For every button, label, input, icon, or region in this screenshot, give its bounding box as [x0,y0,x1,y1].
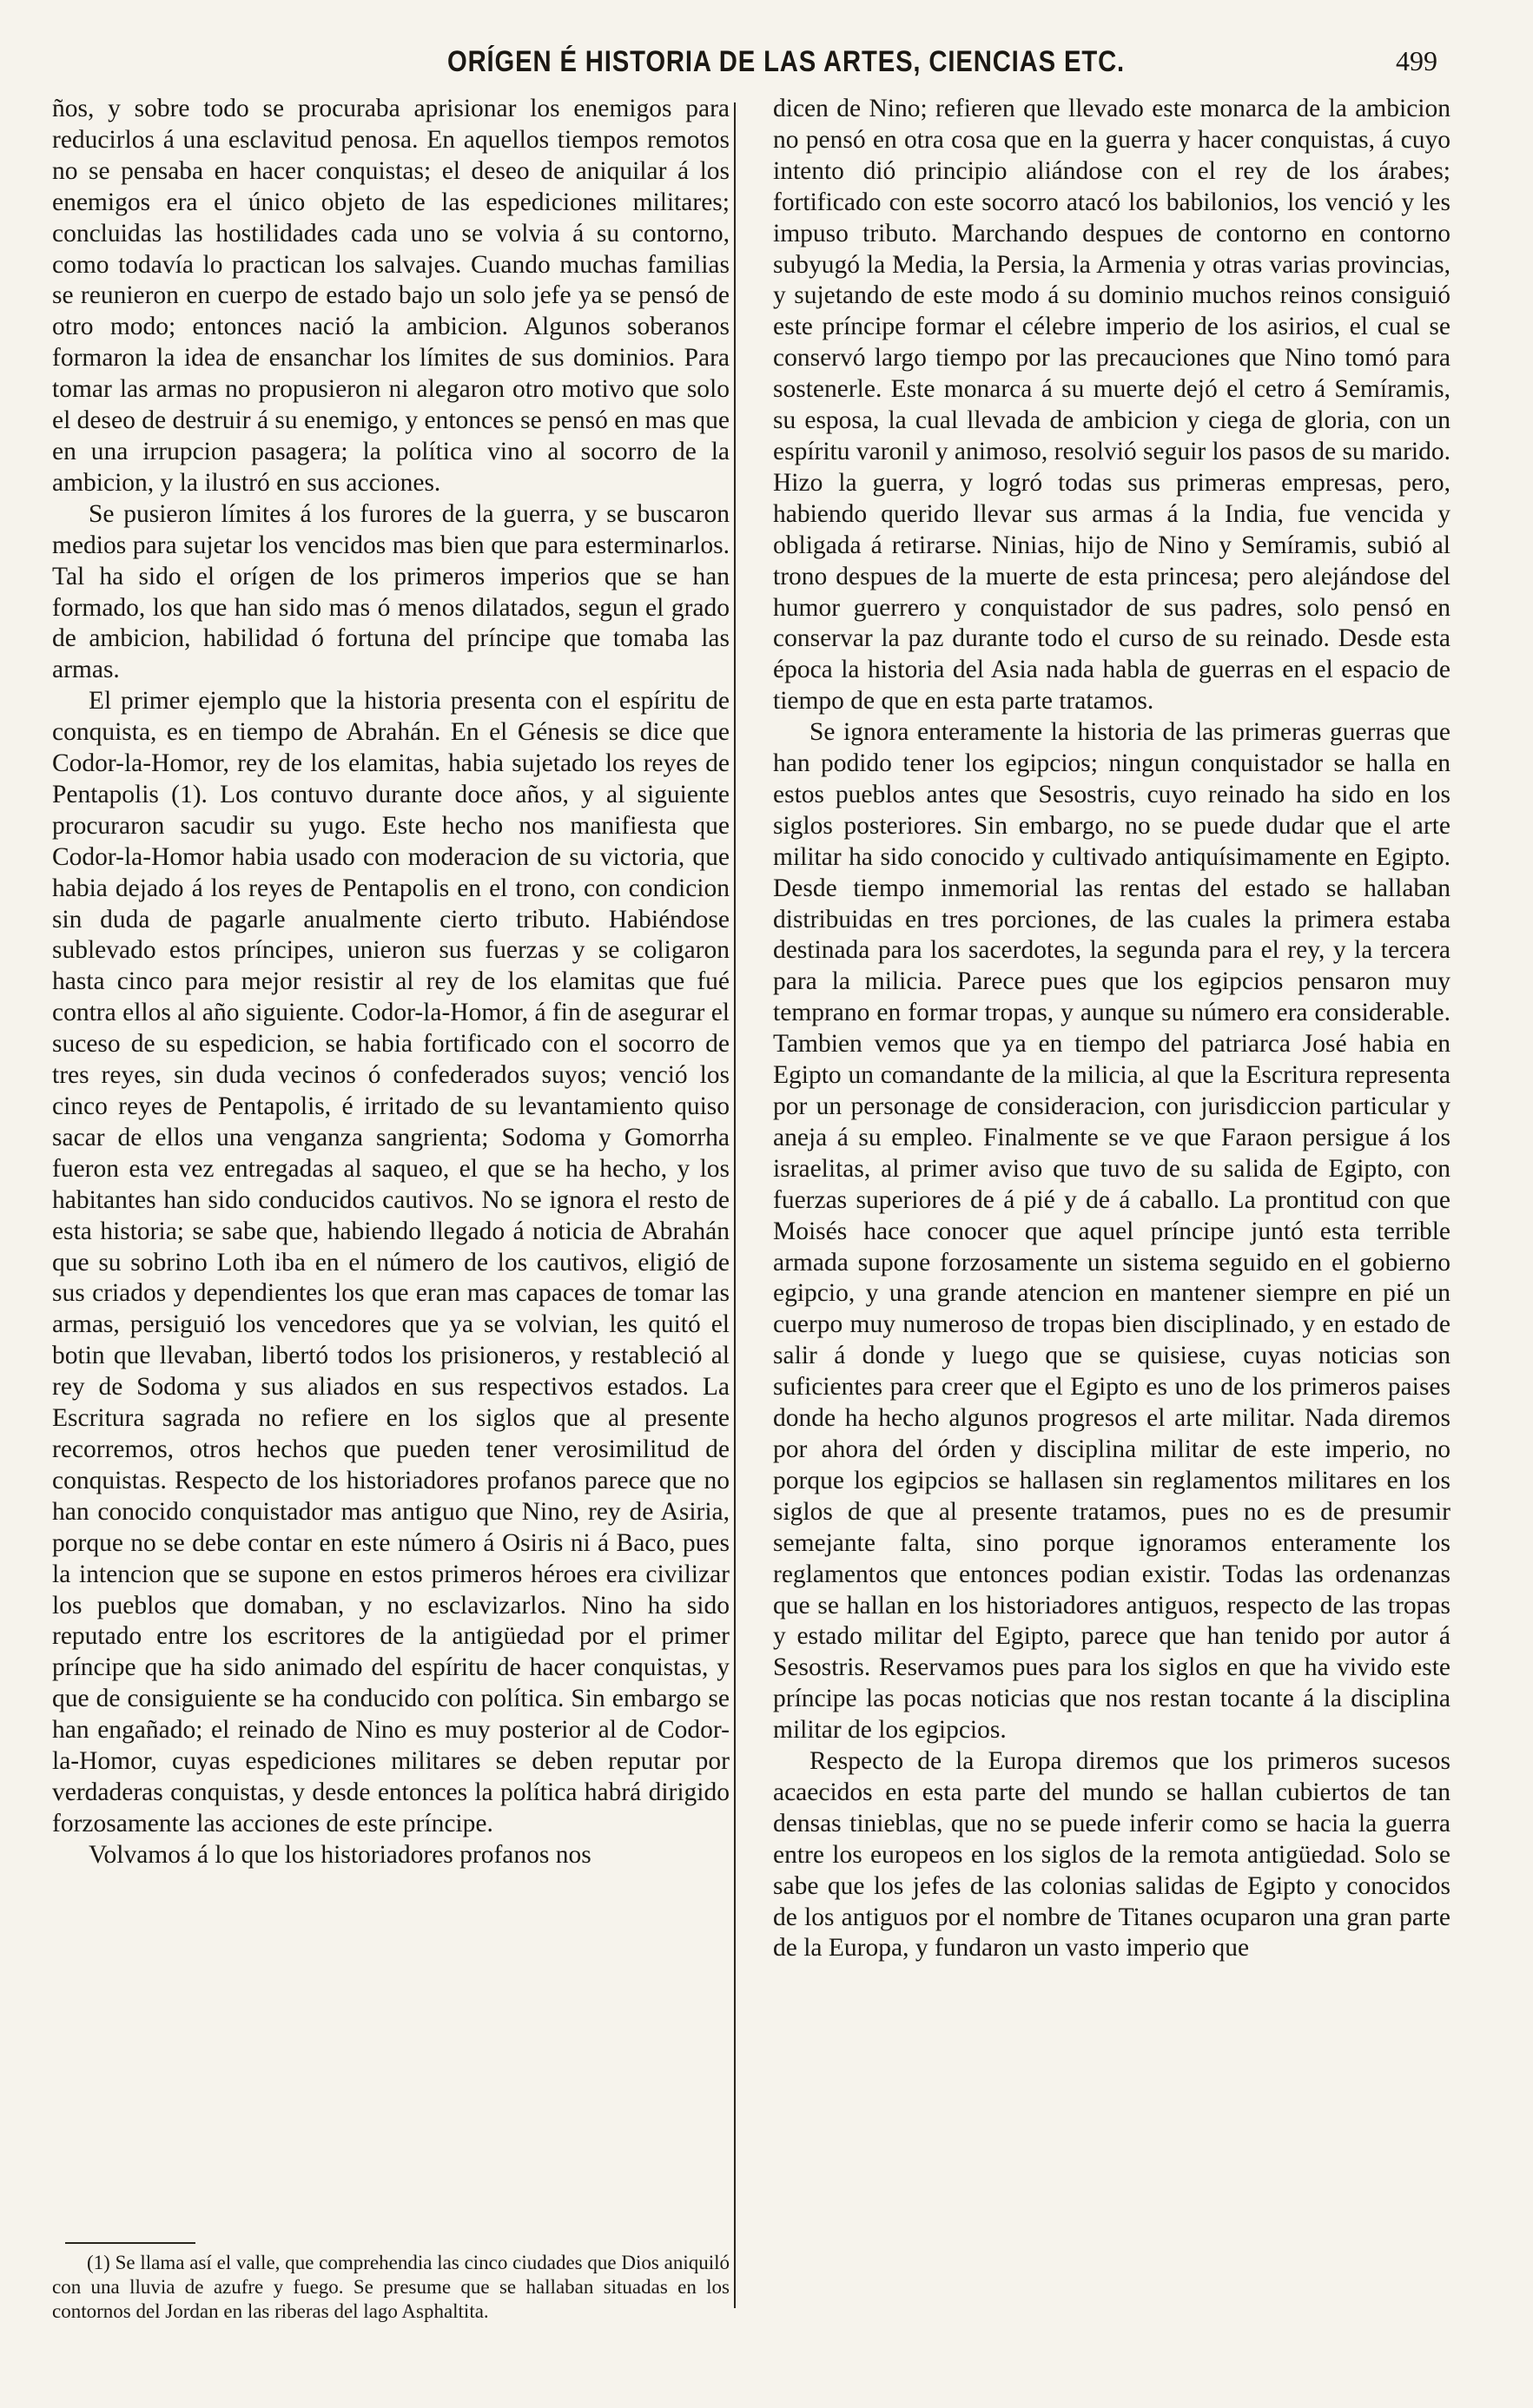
paragraph: ños, y sobre todo se procuraba aprisionar los enemigos para reducirlos á una esclavitud penosa. En aquellos tiempos remotos no se pensaba en hacer conquistas; el deseo de aniquilar á los enemigos era el único objeto de las espediciones militares; concluidas las hostilidades cada uno se volvia á su contorno, como todavía lo practican los salvajes. Cuando muchas familias se reunieron en cuerpo de estado bajo un solo jefe ya se pensó de otro modo; entonces nació la ambicion. Algunos soberanos formaron la idea de ensanchar los límites de sus dominios. Para tomar las armas no propusieron ni alegaron otro motivo que solo el deseo de destruir á su enemigo, y entonces se pensó en mas que en una irrupcion pasagera; la política vino al socorro de la ambicion, y la ilustró en sus acciones. [52,95,730,497]
paragraph: Respecto de la Europa diremos que los primeros sucesos acaecidos en esta parte del mundo se hallan cubiertos de tan densas tinieblas, que no se puede inferir como se hacia la guerra entre los europeos en los siglos de la remota antigüedad. Solo se sabe que los jefes de las colonias salidas de Egipto y conocidos de los antiguos por el nombre de Titanes ocuparon una gran parte de la Europa, y fundaron un vasto imperio que [773,1747,1450,1963]
paragraph: Volvamos á lo que los historiadores profanos nos [89,1840,591,1869]
paragraph: Se ignora enteramente la historia de las primeras guerras que han podido tener los egipcios; ningun conquistador se halla en estos pueblos antes que Sesostris, cuyo reinado ha sido en los siglos posteriores. Sin embargo, no se puede dudar que el arte militar ha sido conocido y cultivado antiquísimamente en Egipto. Desde tiempo inmemorial las rentas del estado se hallaban distribuidas en tres porciones, de las cuales la primera estaba destinada para los sacerdotes, la segunda para el rey, y la tercera para la milicia. Parece pues que los egipcios pensaron muy temprano en formar tropas, y aunque su número era considerable. Tambien vemos que ya en tiempo del patriarca José habia en Egipto un comandante de la milicia, al que la Escritura representa por un personage de consideracion, con jurisdiccion particular y aneja á su empleo. Finalmente se ve que Faraon persigue á los israelitas, al primer aviso que tuvo de su salida de Egipto, con fuerzas superiores de á pié y de á caballo. La prontitud con que Moisés hace conocer que aquel príncipe juntó esta terrible armada supone forzosamente un sistema seguido en el gobierno egipcio, y una grande atencion en mantener siempre en pié un cuerpo muy numeroso de tropas bien disciplinado, y en estado de salir á donde y luego que se quisiese, cuyas noticias son suficientes para creer que el Egipto es uno de los primeros paises donde ha hecho algunos progresos el arte militar. Nada diremos por ahora del órden y disciplina militar de este imperio, no porque los egipcios se hallasen sin reglamentos militares en los siglos de que al presente tratamos, pues no es de presumir semejante falta, sino porque ignoramos enteramente los reglamentos que entonces podian existir. Todas las ordenanzas que se hallan en los historiadores antiguos, respecto de las tropas y estado militar del Egipto, parece que han tenido por autor á Sesostris. Reservamos pues para los siglos en que ha vivido este príncipe las pocas noticias que nos restan tocante á la disciplina militar de los egipcios. [773,718,1450,1745]
paragraph: El primer ejemplo que la historia presenta con el espíritu de conquista, es en tiempo de Abrahán. En el Génesis se dice que Codor-la-Homor, rey de los elamitas, habia sujetado los reyes de Pentapolis (1). Los contuvo durante doce años, y al siguiente procuraron sacudir su yugo. Este hecho nos manifiesta que Codor-la-Homor habia usado con moderacion de su victoria, que habia dejado á los reyes de Pentapolis en el trono, con condicion sin duda de pagarle anualmente cierto tributo. Habiéndose sublevado estos príncipes, unieron sus fuerzas y se coligaron hasta cinco para mejor resistir al rey de los elamitas que fué contra ellos al año siguiente. Codor-la-Homor, á fin de asegurar el suceso de su espedicion, se habia fortificado con el socorro de tres reyes, sin duda vecinos ó confederados suyos; venció los cinco reyes de Pentapolis, é irritado de su levantamiento quiso sacar de ellos una venganza sangrienta; Sodoma y Gomorrha fueron esta vez entregadas al saqueo, el que se ha hecho, y los habitantes han sido conducidos cautivos. No se ignora el resto de esta historia; se sabe que, habiendo llegado á noticia de Abrahán que su sobrino Loth iba en el número de los cautivos, eligió de sus criados y dependientes los que eran mas capaces de tomar las armas, persiguió los vencedores que ya se volvian, les quitó el botin que llevaban, libertó todos los prisioneros, y restableció al rey de Sodoma y sus aliados en sus respectivos estados. La Escritura sagrada no refiere en los siglos que al presente recorremos, otros hechos que pueden tener verosimilitud de conquistas. Respecto de los historiadores profanos parece que no han conocido conquistador mas antiguo que Nino, rey de Asiria, porque no se debe contar en este número á Osiris ni á Baco, pues la intencion que se supone en estos primeros héroes era civilizar los pueblos que domaban, y no esclavizarlos. Nino ha sido reputado entre los escritores de la antigüedad por el primer príncipe que ha sido animado del espíritu de hacer conquistas, y que de consiguiente se ha conducido con política. Sin embargo se han engañado; el reinado de Nino es muy posterior al de Codor-la-Homor, cuyas espediciones militares se deben reputar por verdaderas conquistas, y desde entonces la política habrá dirigido forzosamente las acciones de este príncipe. [52,687,730,1837]
left-column [52,94,730,2239]
paragraph: Se pusieron límites á los furores de la guerra, y se buscaron medios para sujetar los vencidos mas bien que para esterminarlos. Tal ha sido el orígen de los primeros imperios que se han formado, los que han sido mas ó menos dilatados, segun el grado de ambicion, habilidad ó fortuna del príncipe que tomaba las armas. [52,499,730,684]
footnote-rule [65,2242,195,2244]
footnote-text: (1) Se llama así el valle, que comprehendia las cinco ciudades que Dios aniquiló con una lluvia de azufre y fuego. Se presume que se hallaban situadas en los contornos del Jordan en las riberas del lago Asphaltita. [52,2252,730,2322]
page-number: 499 [1396,45,1437,76]
footnote [52,2251,730,2324]
column-divider [734,102,736,2308]
right-column [773,94,1450,2404]
running-title: ORÍGEN É HISTORIA DE LAS ARTES, CIENCIAS ETC. [446,45,1126,78]
page-header [0,33,1533,85]
paragraph: dicen de Nino; refieren que llevado este monarca de la ambicion no pensó en otra cosa que en la guerra y hacer conquistas, á cuyo intento dió principio aliándose con el rey de los árabes; fortificado con este socorro atacó los babilonios, los venció y les impuso tributo. Marchando despues de contorno en contorno subyugó la Media, la Persia, la Armenia y otras varias provincias, y sujetando de este modo á su dominio muchos reinos consiguió este príncipe formar el célebre imperio de los asirios, el cual se conservó largo tiempo por las precauciones que Nino tomó para sostenerle. Este monarca á su muerte dejó el cetro á Semíramis, su esposa, la cual llevada de ambicion y ciega de gloria, con un espíritu varonil y animoso, resolvió seguir los pasos de su marido. Hizo la guerra, y logró todas sus primeras empresas, pero, habiendo querido llevar sus armas á la India, fue vencida y obligada á retirarse. Ninias, hijo de Nino y Semíramis, subió al trono despues de la muerte de esta princesa; pero alejándose del humor guerrero y conquistador de sus padres, solo pensó en conservar la paz durante todo el curso de su reinado. Desde esta época la historia del Asia nada habla de guerras en el espacio de tiempo de que en esta parte tratamos. [773,95,1451,716]
